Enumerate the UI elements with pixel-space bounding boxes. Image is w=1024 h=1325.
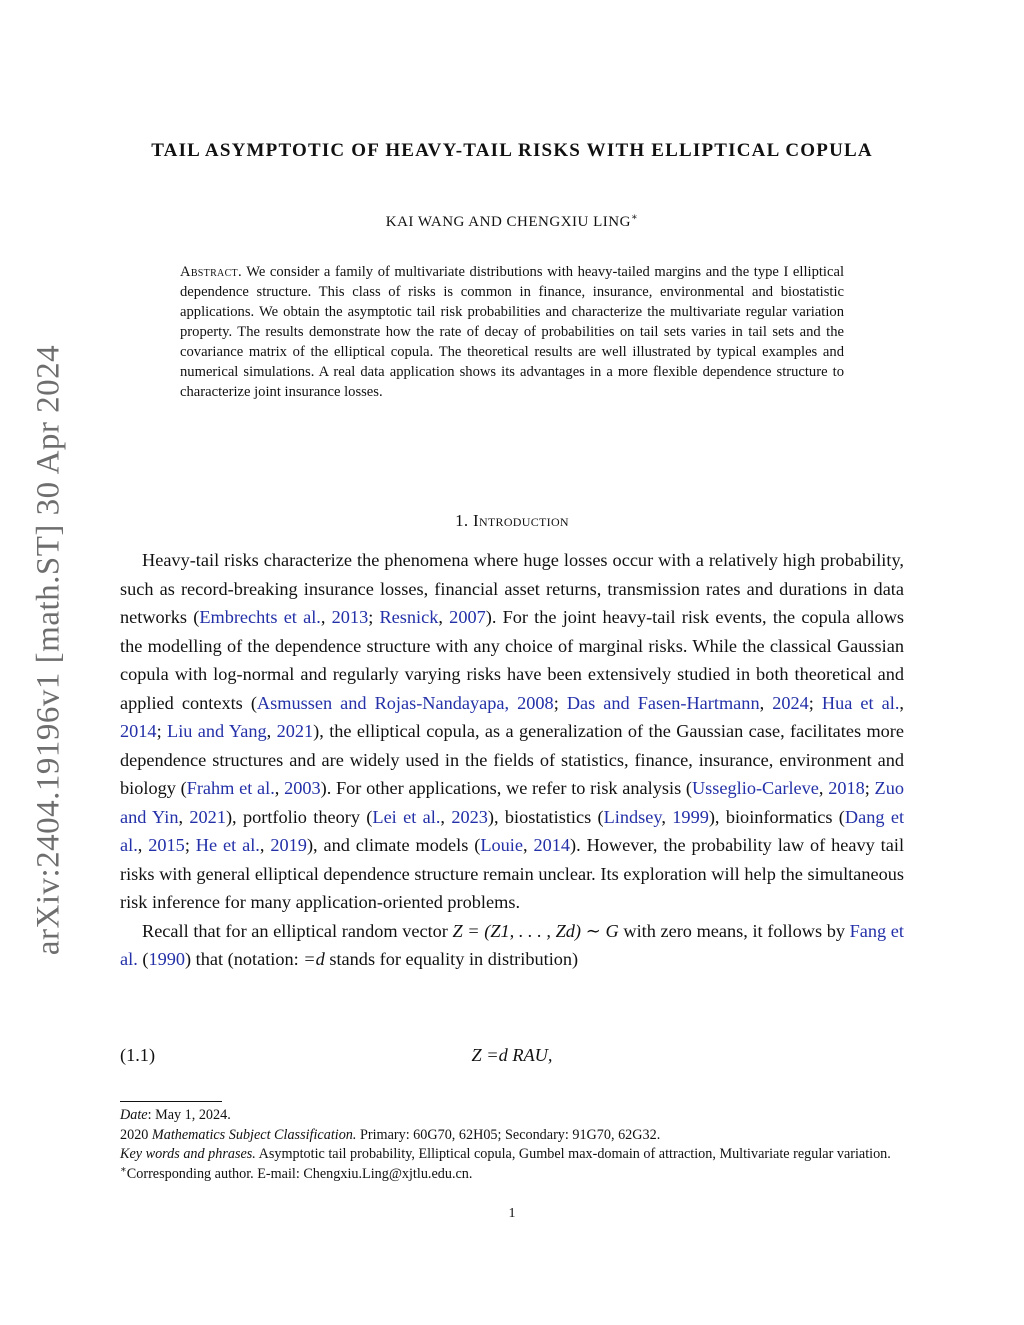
abstract-heading: Abstract. [180, 264, 242, 280]
citation[interactable]: Liu and Yang [167, 721, 267, 741]
footnote-date: Date: May 1, 2024. [120, 1107, 231, 1123]
citation[interactable]: 2014 [120, 721, 157, 741]
citation[interactable]: 2003 [284, 778, 321, 798]
citation[interactable]: Usseglio-Carleve [691, 778, 819, 798]
equation-expression: Z =d RAU, [471, 1045, 553, 1065]
authors: KAI WANG AND CHENGXIU LING∗ [385, 212, 639, 230]
citation[interactable]: Embrechts et al. [199, 607, 321, 627]
body-text [120, 546, 904, 974]
section-heading: 1. Introduction [455, 511, 569, 530]
citation[interactable]: 2021 [276, 721, 314, 741]
citation[interactable]: Resnick [379, 607, 439, 627]
inline-math: Z = (Z1, . . . , Zd) ∼ G [452, 920, 619, 941]
citation[interactable]: 2007 [449, 607, 486, 627]
citation[interactable]: 2015 [148, 835, 185, 855]
citation[interactable]: Louie [480, 835, 523, 855]
citation[interactable]: Hua et al. [821, 692, 900, 713]
citation[interactable]: Das and Fasen-Hartmann [566, 692, 760, 713]
paragraph-1: Heavy-tail risks characterize the phenomena where huge losses occur with a relatively high probability, such as record-breaking insurance losses, financial asset returns, transmission rates and durations in data networks (Embrechts et al., 2013; Resnick, 2007). For the joint heavy-tail risk events, the copula allows the modelling of the dependence structure with any choice of marginal risks. While the classical Gaussian copula with log-normal and regularly varying risks have been extensively studied in both theoretical and applied contexts (Asmussen and Rojas-Nandayapa, 2008; Das and Fasen-Hartmann, 2024; Hua et al., 2014; Liu and Yang, 2021), the elliptical copula, as a generalization of the Gaussian case, facilitates more dependence structures and are widely used in the fields of statistics, finance, insurance, environment and biology (Frahm et al., 2003). For other applications, we refer to risk analysis (Usseglio-Carleve, 2018; Zuo and Yin, 2021), portfolio theory (Lei et al., 2023), biostatistics (Lindsey, 1999), bioinformatics (Dang et al., 2015; He et al., 2019), and climate models (Louie, 2014). However, the probability law of heavy tail risks with general elliptical dependence structure remain unclear. Its exploration will help the simultaneous risk inference for many application-oriented problems. [120, 550, 905, 912]
citation[interactable]: Lei et al. [372, 806, 441, 827]
abstract [180, 262, 844, 402]
citation[interactable]: Zuo and Yin [120, 778, 904, 827]
citation[interactable]: 2023 [451, 806, 488, 827]
citation[interactable]: 2018 [828, 778, 865, 798]
arxiv-stamp: arXiv:2404.19196v1 [math.ST] 30 Apr 2024 [30, 344, 67, 956]
page-number: 1 [508, 1206, 516, 1221]
citation[interactable]: He et al. [195, 835, 260, 855]
paper-title: TAIL ASYMPTOTIC OF HEAVY-TAIL RISKS WITH ELLIPTICAL COPULA [151, 140, 873, 161]
inline-math: =d [303, 949, 325, 969]
citation[interactable]: Fang et al. [120, 920, 904, 969]
citation[interactable]: 2013 [331, 607, 369, 627]
citation[interactable]: 2024 [772, 692, 809, 713]
abstract-text: We consider a family of multivariate distributions with heavy-tailed margins and the type I elliptical dependence structure. This class of risks is common in finance, insurance, environmental and biostatistic applications. We obtain the asymptotic tail risk probabilities and characterize the multivariate regular variation property. The results demonstrate how the rate of decay of probabilities on tail sets varies in tail sets and the covariance matrix of the elliptical copula. The theoretical results are well illustrated by typical examples and numerical simulations. A real data application shows its advantages in a more flexible dependence structure to characterize joint insurance losses. [180, 264, 844, 400]
footnote-msc: 2020 Mathematics Subject Classification. Primary: 60G70, 62H05; Secondary: 91G70, 62G32. [120, 1126, 661, 1143]
citation[interactable]: Lindsey [603, 806, 662, 827]
citation[interactable]: 1990 [148, 949, 185, 969]
citation[interactable]: 2014 [533, 835, 571, 855]
citation[interactable]: 1999 [672, 806, 709, 827]
paragraph-2: Recall that for an elliptical random vector Z = (Z1, . . . , Zd) ∼ G with zero means, it follows by Fang et al. (1990) that (notation: =d stands for equality in distribution) [120, 920, 904, 969]
citation[interactable]: 2021 [189, 806, 226, 827]
footnote-rule [120, 1101, 222, 1102]
citation[interactable]: Dang et al. [120, 806, 905, 855]
footnote-corresponding: ∗Corresponding author. E-mail: Chengxiu.Ling@xjtlu.edu.cn. [120, 1163, 473, 1182]
equation-number: (1.1) [120, 1045, 156, 1065]
footnote-keywords: Key words and phrases. Asymptotic tail probability, Elliptical copula, Gumbel max-domain of attraction, Multivariate regular variation. [120, 1146, 891, 1162]
citation[interactable]: 2019 [270, 835, 307, 855]
footnotes [120, 1106, 904, 1184]
citation[interactable]: Frahm et al. [186, 778, 275, 798]
citation[interactable]: Asmussen and Rojas-Nandayapa, 2008 [256, 692, 554, 713]
